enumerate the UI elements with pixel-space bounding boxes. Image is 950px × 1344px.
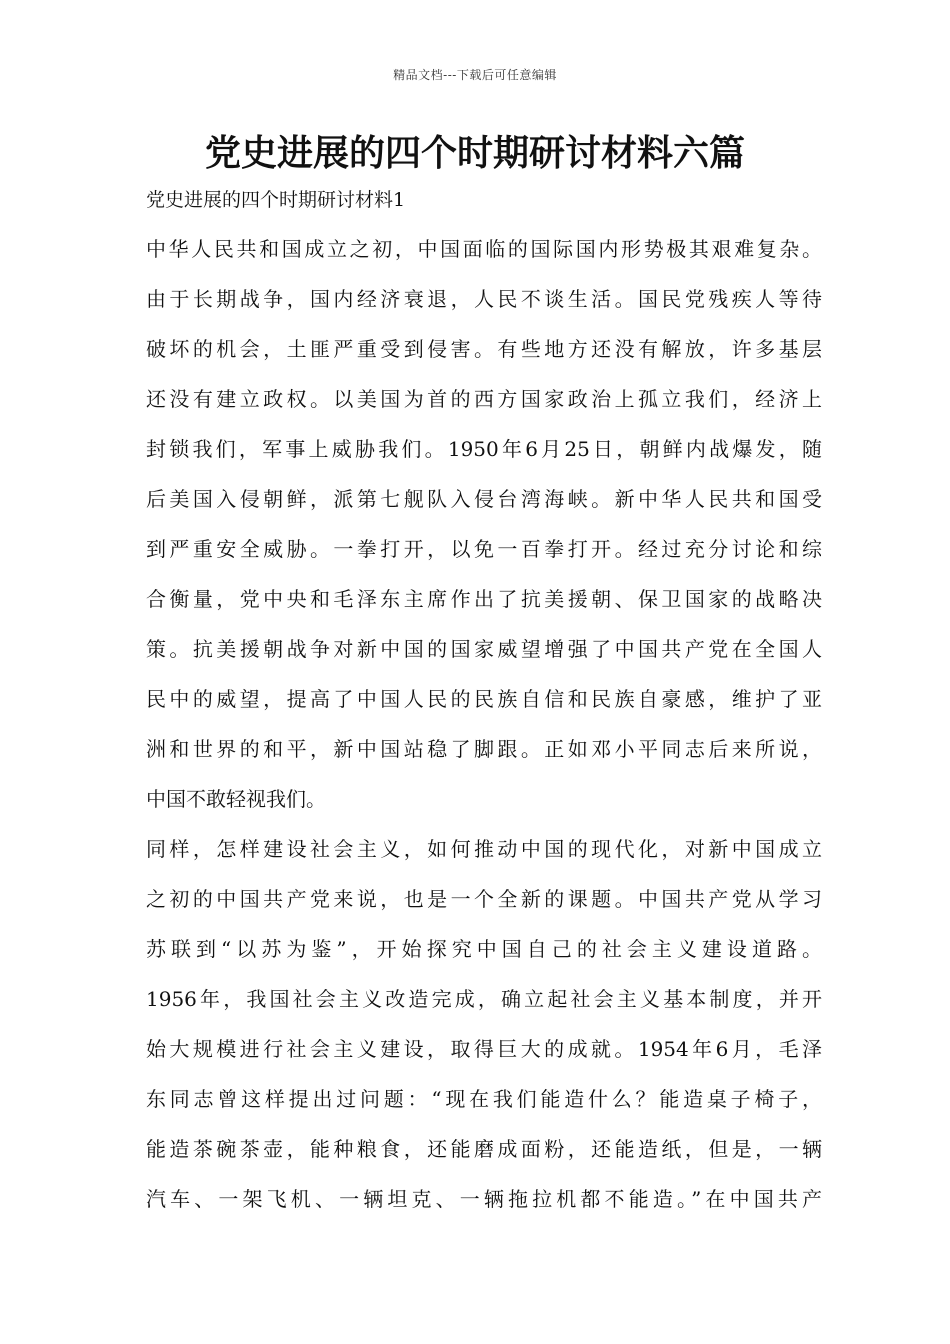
paragraph-line: 由于长期战争，国内经济衰退，人民不谈生活。国民党残疾人等待 xyxy=(146,287,822,311)
paragraph-line: 还没有建立政权。以美国为首的西方国家政治上孤立我们，经济上 xyxy=(146,387,822,411)
paragraph-line: 民中的威望，提高了中国人民的民族自信和民族自豪感，维护了亚 xyxy=(146,687,822,711)
header-note: 精品文档---下载后可任意编辑 xyxy=(393,68,557,82)
paragraph-line: 中华人民共和国成立之初，中国面临的国际国内形势极其艰难复杂。 xyxy=(146,237,822,261)
paragraph-line: 同样，怎样建设社会主义，如何推动中国的现代化，对新中国成立 xyxy=(146,837,822,861)
paragraph-line: 策。抗美援朝战争对新中国的国家威望增强了中国共产党在全国人 xyxy=(146,637,822,661)
paragraph-line: 破坏的机会，土匪严重受到侵害。有些地方还没有解放，许多基层 xyxy=(146,337,822,361)
paragraph-line: 始大规模进行社会主义建设，取得巨大的成就。1954年6月，毛泽 xyxy=(146,1037,822,1061)
paragraph-line: 后美国入侵朝鲜，派第七舰队入侵台湾海峡。新中华人民共和国受 xyxy=(146,487,822,511)
paragraph-line: 东同志曾这样提出过问题：“现在我们能造什么？能造桌子椅子， xyxy=(146,1087,822,1111)
paragraph-line: 合衡量，党中央和毛泽东主席作出了抗美援朝、保卫国家的战略决 xyxy=(146,587,822,611)
paragraph-line: 到严重安全威胁。一拳打开，以免一百拳打开。经过充分讨论和综 xyxy=(146,537,822,561)
paragraph-line: 汽车、一架飞机、一辆坦克、一辆拖拉机都不能造。”在中国共产 xyxy=(146,1187,822,1211)
paragraph-line: 洲和世界的和平，新中国站稳了脚跟。正如邓小平同志后来所说， xyxy=(146,737,822,761)
section-heading: 党史进展的四个时期研讨材料1 xyxy=(146,189,406,211)
paragraph-line: 能造茶碗茶壶，能种粮食，还能磨成面粉，还能造纸，但是，一辆 xyxy=(146,1137,822,1161)
document-title: 党史进展的四个时期研讨材料六篇 xyxy=(204,132,745,174)
paragraph-line: 封锁我们，军事上威胁我们。1950年6月25日，朝鲜内战爆发，随 xyxy=(146,437,822,461)
paragraph-line: 之初的中国共产党来说，也是一个全新的课题。中国共产党从学习 xyxy=(146,887,822,911)
paragraph-line: 中国不敢轻视我们。 xyxy=(146,787,326,811)
paragraph-line: 1956年，我国社会主义改造完成，确立起社会主义基本制度，并开 xyxy=(146,987,822,1011)
paragraph-line: 苏联到“以苏为鉴”，开始探究中国自己的社会主义建设道路。 xyxy=(146,937,822,961)
